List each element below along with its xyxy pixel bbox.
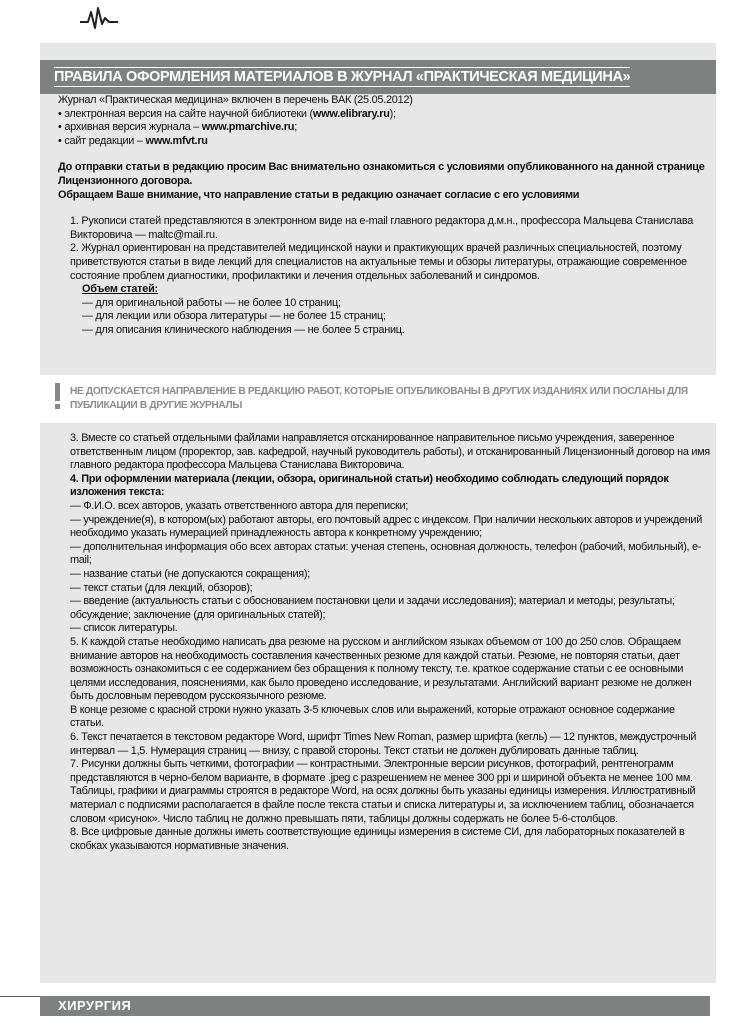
order-item: — дополнительная информация обо всех авторах статьи: ученая степень, основная должность, телефон (рабочий, мобильный), e-mail; <box>70 540 702 567</box>
order-item: — список литературы. <box>70 622 178 635</box>
pmarchive-link[interactable]: www.pmarchive.ru <box>201 121 295 134</box>
rule-5: 5. К каждой статье необходимо написать два резюме на русском и английском языках объемом от 100 до 250 слов. Обращаем внимание авторов на необходимость составления качественных резюме для каждой статьи. Резюме, не повторяя статьи, дает возможность ознакомиться с ее содержанием без обращения к полному тексту, т.е. краткое содержание статьи с ее основными целями исследования, пояснениями, как было проведено исследование, и результатами. Английский вариант резюме не должен быть дословным переводом русскоязычного резюме. <box>70 635 692 703</box>
volume-item: — для лекции или обзора литературы — не более 15 страниц; <box>82 310 386 323</box>
rules-panel <box>40 43 716 983</box>
header-bar <box>40 60 716 94</box>
rule-2: 2. Журнал ориентирован на представителей медицинской науки и практикующих врачей различных специальностей, поэтому приветствуются статьи в виде лекций для специалистов на актуальные темы и обзоры литературы, отражающие современное состояние проблем диагностики, профилактики и лечения отдельных заболеваний и синдромов. <box>70 242 687 282</box>
order-item: — название статьи (не допускаются сокращения); <box>70 567 310 580</box>
warning-box <box>40 375 716 423</box>
e-version-line: • электронная версия на сайте научной библиотеки (www.elibrary.ru); <box>58 107 396 120</box>
rule-5-keywords: В конце резюме с красной строки нужно указать 3-5 ключевых слов или выражений, которые отражают основное содержание статьи. <box>70 703 675 730</box>
rule-8: 8. Все цифровые данные должны иметь соответствующие единицы измерения в системе СИ, для лабораторных показателей в скобках указываются нормативные значения. <box>70 826 685 852</box>
order-item: — введение (актуальность статьи с обоснованием постановки цели и задачи исследования); материал и методы; результаты; обсуждение; заключение (для оригинальных статей); <box>70 595 675 621</box>
warning-text: НЕ ДОПУСКАЕТСЯ НАПРАВЛЕНИЕ В РЕДАКЦИЮ РАБОТ, КОТОРЫЕ ОПУБЛИКОВАНЫ В ДРУГИХ ИЗДАНИЯХ ИЛИ ПОСЛАНЫ ДЛЯ ПУБЛИКАЦИИ В ДРУГИЕ ЖУРНАЛЫ <box>70 386 688 411</box>
rules-intro <box>58 94 708 338</box>
volume-item: — для оригинальной работы — не более 10 страниц; <box>82 296 341 309</box>
order-item: — учреждение(я), в котором(ых) работают авторы, его почтовый адрес с индексом. При наличии нескольких авторов и учреждений необходимо указать нумерацией принадлежность автора к конкретному учреждению; <box>70 513 702 540</box>
order-item: — текст статьи (для лекций, обзоров); <box>70 581 253 594</box>
rule-7: 7. Рисунки должны быть четкими, фотографии — контрастными. Электронные версии рисунков, фотографий, рентгенограмм представляются в черно-белом варианте, в формате .jpeg с разрешением не менее 300 ppi и шириной объекта не менее 100 мм. Таблицы, графики и диаграммы строятся в редакторе Word, на осях должны быть указаны единицы измерения. Иллюстративный материал с подписями располагается в файле после текста статьи и списка литературы и, за исключением таблиц, обозначается словом «рисунок». Число таблиц не должно превышать пяти, таблицы должны содержать не более 5-6-столбцов. <box>70 758 696 825</box>
archive-line: • архивная версия журнала – www.pmarchive.ru; <box>58 121 297 134</box>
pulse-logo-icon <box>78 6 120 32</box>
rules-main <box>58 432 710 853</box>
rule-6: 6. Текст печатается в текстовом редакторе Word, шрифт Times New Roman, размер шрифта (кегль) — 12 пунктов, междустрочный интервал — 1,5. Нумерация страниц — внизу, с правой стороны. Текст статьи не должен дублировать данные таблиц. <box>70 731 697 757</box>
order-item: — Ф.И.О. всех авторов, указать ответственного автора для переписки; <box>70 499 409 512</box>
rule-1: 1. Рукописи статей представляются в электронном виде на e-mail главного редактора д.м.н., профессора Мальцева Станислава Викторовича — maltc@mail.ru. <box>70 215 694 241</box>
notice-line-1: До отправки статьи в редакцию просим Вас внимательно ознакомиться с условиями опубликованного на данной странице Лицензионного договора. <box>58 161 705 187</box>
notice-line-2: Обращаем Ваше внимание, что направление статьи в редакцию означает согласие с его условиями <box>58 188 580 201</box>
page-title: ПРАВИЛА ОФОРМЛЕНИЯ МАТЕРИАЛОВ В ЖУРНАЛ «ПРАКТИЧЕСКАЯ МЕДИЦИНА» <box>54 69 631 85</box>
section-name: ХИРУРГИЯ <box>58 998 132 1013</box>
footer-rule <box>0 996 40 997</box>
elibrary-link[interactable]: www.elibrary.ru <box>312 107 390 120</box>
rule-4: 4. При оформлении материала (лекции, обзора, оригинальной статьи) необходимо соблюдать следующий порядок изложения текста: <box>70 472 669 499</box>
exclamation-icon <box>54 383 61 409</box>
vak-line: Журнал «Практическая медицина» включен в перечень ВАК (25.05.2012) <box>58 94 413 106</box>
site-line: • сайт редакции – www.mfvt.ru <box>58 134 208 147</box>
footer-section-bar <box>40 996 710 1016</box>
mfvt-link[interactable]: www.mfvt.ru <box>145 134 208 147</box>
volume-item: — для описания клинического наблюдения — не более 5 страниц. <box>82 323 405 336</box>
volume-title: Объем статей: <box>82 283 158 296</box>
rule-3: 3. Вместе со статьей отдельными файлами направляется отсканированное направительное письмо учреждения, заверенное ответственным лицом (проректор, зав. кафедрой, научный руководитель работы), и отсканированный Лицензионный договор на имя главного редактора профессора Мальцева Станислава Викторовича. <box>70 432 710 472</box>
